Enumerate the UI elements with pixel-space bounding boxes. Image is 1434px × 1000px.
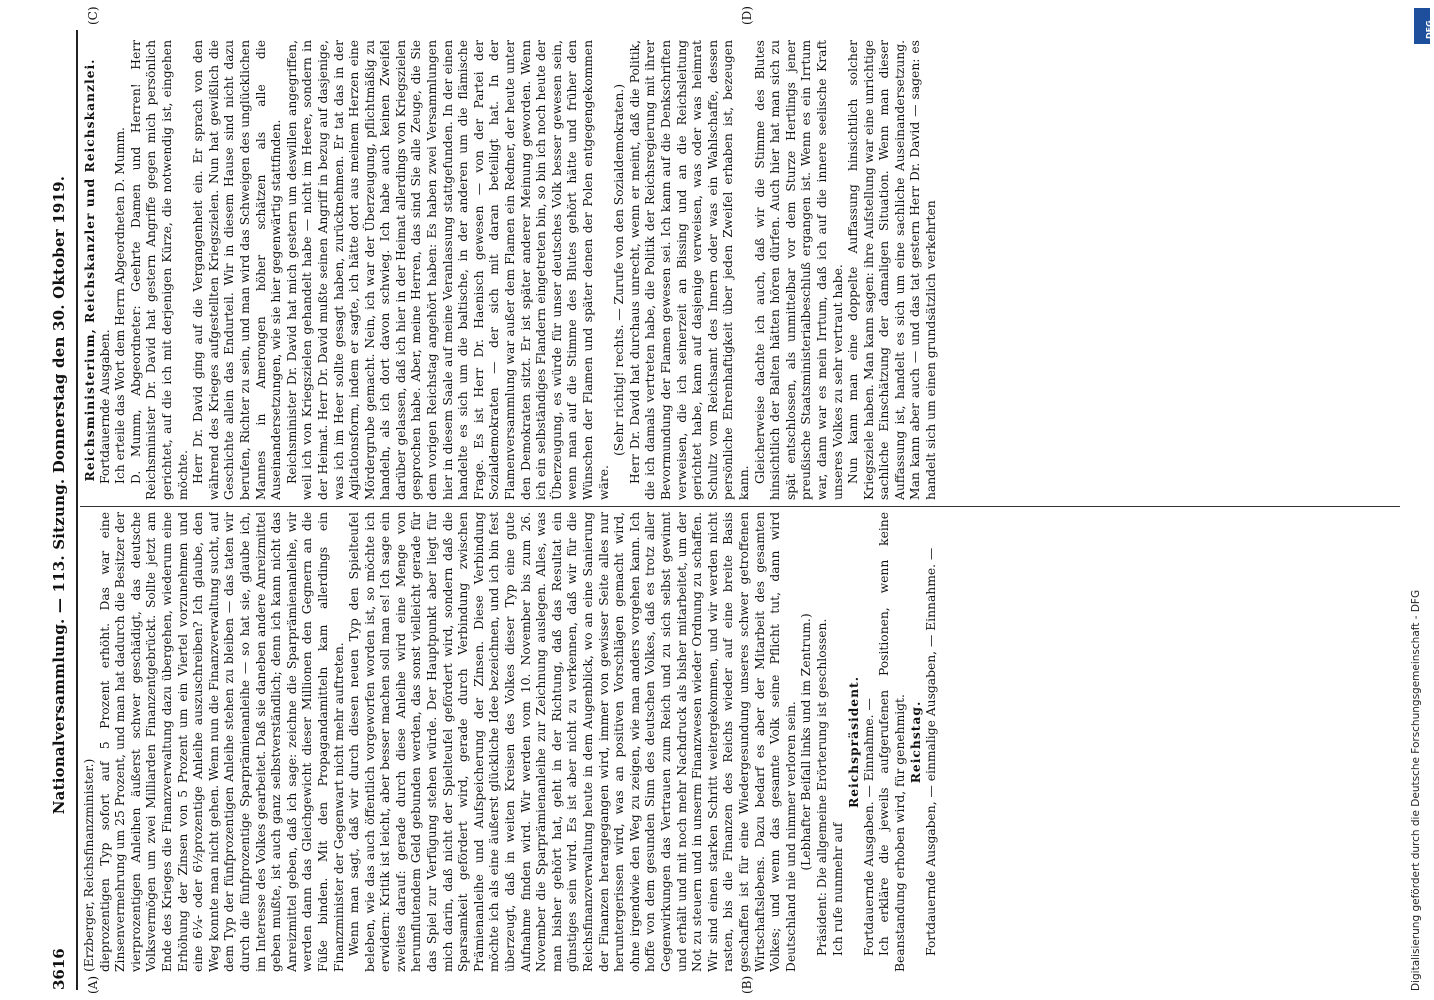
paragraph: Ich erteile das Wort dem Herrn Abgeordneten D. Mumm. (113, 127, 128, 484)
section-title: Reichsministerium, Reichskanzler und Reichskanzlei. (82, 58, 97, 482)
speaker-line: (Erzberger, Reichsfinanzminister.) (82, 758, 96, 972)
column-divider (80, 506, 1400, 507)
page-title: Nationalversammlung. — 113. Sitzung. Donnerstag den 30. Oktober 1919. (50, 175, 68, 815)
interjection-note: (Sehr richtig! rechts. — Zurufe von den Sozialdemokraten.) (612, 83, 627, 457)
paragraph: Ich erkläre die jeweils aufgerufenen Positionen, wenn keine Beanstandung erhoben wird, für genehmigt. (877, 512, 907, 972)
page-header (48, 30, 74, 990)
paragraph: Fortdauernde Ausgaben. (97, 329, 112, 484)
paragraph: Fortdauernde Ausgaben. — Einnahme. — (861, 698, 876, 956)
section-title: Reichspräsident. (846, 675, 862, 809)
paragraph: dieprozentigen Typ sofort auf 5 Prozent erhöht. Das war eine Zinsenvermehrung um 25 Prozent, und man hat dadurch die Besitzer der vierprozentigen Anleihen äußerst schwer geschädigt, das deutsche Volksvermögen um zwei Milliarden Finanzentgebrückt. Sollte jetzt am Ende des Krieges die Finanzverwaltung dazu übergehen, wiederum eine Erhöhung der Zinsen von 5 Prozent um ein Viertel vorzunehmen und eine 6¼- oder 6½prozentige Anleihe auszuschreiben? Ich glaube, den Weg konnte man nicht gehen. Wenn nun die Finanzverwaltung sucht, auf dem Typ der fünfprozentigen Anleihe stehen zu bleiben — das taten wir durch die fünfprozentige Sparprämienanleihe — so hat sie, glaube ich, im Interesse des Volkes gearbeitet. Daß sie daneben andere Anreizmittel geben mußte, ist auch ganz selbstverständlich; denn ich kann nicht das Anreizmittel geben, daß ich sage: zeichne die Sparprämienanleihe, wir werden dann das Gleichgewicht dieser Millionen den Gegnern an die Füße binden. Mit den Propagandamitteln kam allerdings ein Finanzminister der Gegenwart nicht mehr auftreten. (97, 512, 346, 972)
digitization-note: Digitalisierung gefördert durch die Deutsche Forschungsgemeinschaft - DFG (1410, 589, 1422, 991)
header-rule (76, 30, 78, 990)
dfg-logo (1414, 8, 1434, 44)
page-number: 3616 (50, 948, 68, 990)
president-statement: Präsident: Die allgemeine Erörterung ist geschlossen. (814, 618, 829, 956)
margin-marker-b: (B) (740, 975, 754, 994)
paragraph: D. Mumm, Abgeordneter: Geehrte Damen und Herren! Herr Reichsminister Dr. David hat gestern Angriffe gegen mich persönlich gerichtet, auf die ich mit derjenigen Kürze, die notwendig ist, eingehen möchte. (128, 40, 190, 500)
margin-marker-c: (C) (86, 6, 100, 25)
dfg-logo-text: DFG (1425, 20, 1434, 39)
margin-marker-d: (D) (740, 6, 754, 25)
paragraph: Herr Dr. David hat durchaus unrecht, wenn er meint, daß die Politik, die ich damals vertreten habe, die Politik der Reichsregierung mit ihrer Bevormundung der Flamen gewesen sei. Ich kann auf die Denkschriften verweisen, die ich seinerzeit an Bissing und an die Reichsleitung gerichtet habe, kann auf dasjenige verweisen, was oder was heimrat Schultz vom Reichsamt des Innern oder was ein Wahlschaffe, dessen persönliche Ehrenhaftigkeit über jeden Zweifel erhaben ist, bezeugen kann. (627, 40, 751, 500)
right-column (82, 40, 1412, 500)
section-title: Reichstag. (908, 700, 924, 784)
left-column (82, 512, 1412, 972)
digitization-footer (1388, 6, 1422, 996)
applause-note: (Lebhafter Beifall links und im Zentrum.) (799, 613, 814, 871)
paragraph: Reichsminister Dr. David hat mich gestern um deswillen angegriffen, weil ich von Kriegszielen gehandelt habe — nicht im Heere, sondern in der Heimat. Herr Dr. David mußte seinen Angriff in bezug auf dasjenige, was ich im Heer sollte gesagt haben, zurücknehmen. Er tat das in der Agitationsform, indem er sagte, ich hätte dort aus meinem Herzen eine Mördergrube gemacht. Nein, ich war der Überzeugung, pflichtmäßig zu handeln, als ich dort davon schwieg. Ich habe auch keinen Zweifel darüber gelassen, daß ich hier in der Heimat allerdings von Kriegszielen gesprochen habe. Aber, meine Herren, das sind Sie alle Zeuge, die Sie dem vorigen Reichstag angehört haben: Es haben zwei Versammlungen hier in diesem Saale auf meine Veranlassung stattgefunden. In der einen handelte es sich um die baltische, in der anderen um die flämische Frage. Es ist Herr Dr. Haenisch gewesen — von der Partei der Sozialdemokraten — der sich mit daran beteiligt hat. In der Flamenversammlung war außer dem Flamen ein Redner, der heute unter den Demokraten sitzt. Er ist später anderer Meinung geworden. Wenn ich ein selbständiges Flandern eingetreten bin, so bin ich noch heute der Überzeugung, es würde für unser deutsches Volk besser gewesen sein, wenn man auf die Stimme des Blutes gehört hätte und früher den Wünschen der Flamen und später denen der Polen entgegengekommen wäre. (284, 40, 611, 500)
paragraph: Fortdauernde Ausgaben, — einmalige Ausgaben, — Einnahme. — (924, 547, 939, 956)
paragraph: Nun kann man eine doppelte Auffassung hinsichtlich solcher Kriegsziele haben. Man kann sagen: ihre Aufstellung war eine unrichtige sachliche Einschätzung der damaligen Situation. Wenn man dieser Auffassung ist, handelt es sich um eine sachliche Auseinandersetzung. Man kann aber auch — und das tat gestern Herr Dr. David — sagen: es handelt sich um einen grundsätzlich verkehrten (846, 40, 939, 500)
paragraph: Gleicherweise dachte ich auch, daß wir die Stimme des Blutes hinsichtlich der Balten hätten hören dürfen. Auch hier hat man sich zu spät entschlossen, als unmittelbar vor dem Sturze Hertlings jener preußische Staatsministerialbeschluß ergangen ist. Wenn es ein Irrtum war, dann war es mein Irrtum, daß ich auf die innere seelische Kraft unseres Volkes zu sehr vertraut habe. (752, 40, 845, 500)
paragraph: Ich rufe nunmehr auf (830, 822, 845, 956)
paragraph: Wenn man sagt, daß wir durch diesen neuen Typ den Spielteufel beleben, wie das auch öffentlich vorgeworfen worden ist, so möchte ich erwidern: Kritik ist leicht, aber besser machen soll man es! Ich sage ein zweites darauf: gerade durch diese Anleihe wird eine Menge von herumflutendem Geld gebunden werden, das sonst vielleicht gerade für das Spiel zur Verfügung stehen würde. Der Hauptpunkt aber liegt für mich darin, daß nicht der Spielteufel gefördert wird, sondern daß die Sparsamkeit gefördert wird, gerade durch Verbindung zwischen Prämienanleihe und Aufspeicherung der Zinsen. Diese Verbindung möchte ich als eine äußerst glückliche Idee bezeichnen, und ich bin fest überzeugt, daß in weiten Kreisen des Volkes dieser Typ eine gute Aufnahme finden wird. Wir werden vom 10. November bis zum 26. November die Sparprämienanleihe zur Zeichnung auslegen. Alles, was man bisher gehört hat, geht in der Richtung, daß das Resultat ein günstiges sein wird. Es ist aber nicht zu verkennen, daß wir für die Reichsfinanzverwaltung heute in dem Augenblick, wo an eine Sanierung der Finanzen herangegangen wird, immer von gewisser Seite alles nur heruntergerissen wird, was an positiven Vorschlägen gemacht wird, ohne irgendwie den Weg zu zeigen, wie man anders vorgehen kann. Ich hoffe von dem gesunden Sinn des deutschen Volkes, daß es trotz aller Gegenwirkungen das Vertrauen zum Reich und zu sich selbst gewinnt und erhält und mit noch mehr Nachdruck als bisher mitarbeitet, um der Not zu steuern und in unserm Finanzwesen wieder Ordnung zu schaffen. Wir sind einen starken Schritt weitergekommen, und wir werden nicht rasten, bis die Finanzen des Reichs wieder auf eine breite Basis geschaffen ist für eine Wiedergesundung unseres schwer getroffenen Wirtschaftslebens. Dazu bedarf es aber der Mitarbeit des gesamten Volkes; und wenn das gesamte Volk seine Pflicht tut, dann wird Deutschland nie und nimmer verloren sein. (347, 512, 798, 972)
margin-marker-a: (A) (86, 975, 100, 994)
paragraph: Herr Dr. David ging auf die Vergangenheit ein. Er sprach von den während des Krieges aufgestellten Kriegszielen. Nun hat gewißlich die Geschichte allein das Endurteil. Wir in diesem Hause sind nicht dazu berufen, Richter zu sein, und man wird das Schweigen des unglücklichen Mannes in Amerongen höher schätzen als alle die Auseinandersetzungen, wie sie hier gegenwärtig stattfinden. (191, 40, 284, 500)
